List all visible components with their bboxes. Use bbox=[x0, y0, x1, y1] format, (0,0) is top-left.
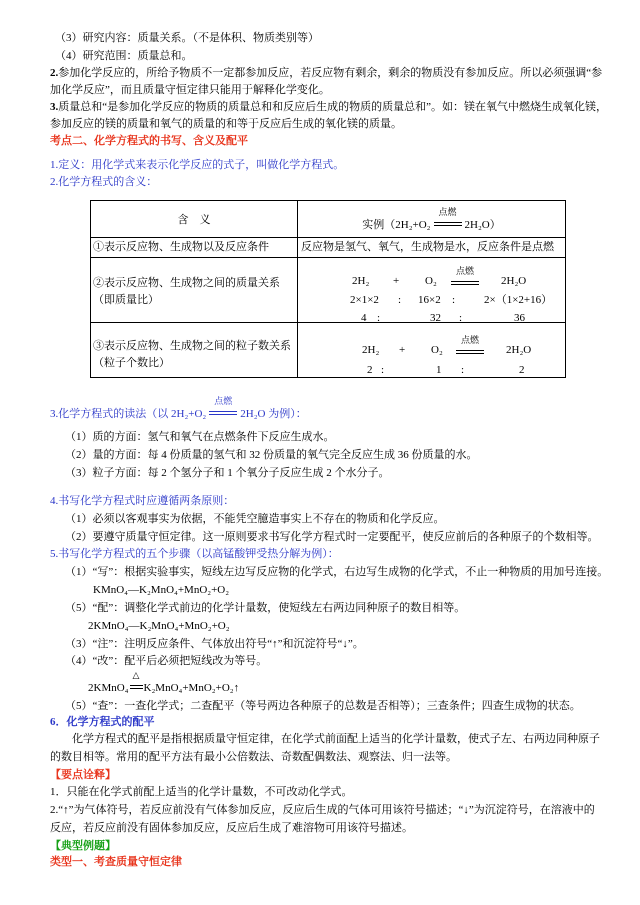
equals-sign bbox=[434, 222, 462, 226]
balancing-paragraph-line-2: 的数目相等。常用的配平方法有最小公倍数法、奇数配偶数法、观察法、归一法等。 bbox=[50, 751, 457, 763]
reading-title-before: 3.化学方程式的读法（以 2H₂+O₂ bbox=[50, 408, 207, 420]
point-2-number: 2. bbox=[50, 67, 59, 79]
list-item: （2）要遵守质量守恒定律。这一原则要求书写化学方程式时一定要配平，使反应前后的各种原子的个数相等。 bbox=[65, 531, 599, 543]
mass-ratio-separator: : bbox=[459, 312, 463, 324]
reaction-condition bbox=[130, 670, 143, 692]
point-2-text: 参加化学反应的，所给予物质不一定都参加反应，若反应物有剩余，剩余的物质没有参加反应。所以必须强调“参 bbox=[58, 67, 603, 79]
header-example-before: 实例（2H₂+O₂ bbox=[362, 219, 431, 231]
point-3-line-2: 参加反应的镁的质量和氧气的质量的和等于反应后生成的氧化镁的质量。 bbox=[50, 118, 402, 130]
particle-ratio-separator: : bbox=[381, 364, 385, 376]
type-1-title: 类型一、考查质量守恒定律 bbox=[50, 856, 182, 868]
row-1-example: 反应物是氢气、氧气，生成物是水，反应条件是点燃 bbox=[301, 241, 554, 253]
mass-calc-term: 16×2 bbox=[418, 294, 441, 306]
equals-sign bbox=[451, 281, 479, 285]
condition-label: 点燃 bbox=[438, 207, 457, 217]
particle-ratio-separator: : bbox=[461, 364, 465, 376]
particle-ratio-value: 2 bbox=[519, 364, 525, 376]
mass-calc-separator: : bbox=[398, 294, 402, 306]
point-3-number: 3. bbox=[50, 101, 59, 113]
key-points-title: 【要点诠释】 bbox=[50, 769, 116, 781]
particle-ratio-value: 1 bbox=[436, 364, 442, 376]
reading-title bbox=[50, 396, 307, 421]
reaction-condition bbox=[434, 207, 462, 229]
list-item: （3）粒子方面：每 2 个氢分子和 1 个氧分子反应生成 2 个水分子。 bbox=[65, 467, 390, 479]
point-3-text: 质量总和“是参加化学反应的物质的质量总和和反应后生成的物质的质量总和”。如：镁在氧气中燃烧生成氧化镁， bbox=[58, 101, 608, 113]
point-2-line-2: 加化学反应”，而且质量守恒定律只能用于解释化学变化。 bbox=[50, 84, 330, 96]
condition-label: 点燃 bbox=[460, 335, 479, 345]
mass-calc-term: 2×（1×2+16） bbox=[484, 294, 553, 306]
table-rule bbox=[91, 257, 565, 258]
row-2-plus: + bbox=[393, 275, 400, 287]
step-final-equation bbox=[88, 670, 240, 695]
equation-right: K₂MnO₄+MnO₂+O₂↑ bbox=[143, 682, 240, 694]
reaction-condition bbox=[209, 396, 237, 418]
heat-icon: △ bbox=[132, 670, 140, 680]
key-point-2-line-1: 2.“↑”为气体符号，若反应前没有气体参加反应，反应后生成的气体可用该符号描述；“↓”为沉淀符号，在溶液中的 bbox=[50, 804, 595, 816]
row-3-reactant-2: O₂ bbox=[431, 344, 443, 356]
table-rule bbox=[91, 322, 565, 323]
meaning-table bbox=[90, 200, 566, 378]
particle-ratio-value: 2 bbox=[367, 364, 373, 376]
equals-sign bbox=[130, 685, 143, 689]
condition-label: 点燃 bbox=[455, 266, 474, 276]
header-example bbox=[298, 207, 565, 232]
key-point-1: 1．只能在化学式前配上适当的化学计量数，不可改动化学式。 bbox=[50, 786, 353, 798]
mass-ratio-separator: : bbox=[377, 312, 381, 324]
condition-label: 点燃 bbox=[214, 396, 233, 406]
row-3-meaning-line-1: ③表示反应物、生成物之间的粒子数关系 bbox=[93, 340, 291, 352]
step-check: （5）“查”：一查化学式；二查配平（等号两边各种原子的总数是否相等）；三查条件；四查生成物的状态。 bbox=[65, 700, 581, 712]
mass-calc-separator: : bbox=[452, 294, 456, 306]
row-2-reactant-1: 2H₂ bbox=[352, 275, 370, 287]
research-content-item: （3）研究内容：质量关系。（不是体积、物质类别等） bbox=[55, 32, 319, 44]
table-rule bbox=[91, 237, 565, 238]
balancing-paragraph-line-1: 化学方程式的配平是指根据质量守恒定律，在化学式前面配上适当的化学计量数，使式子左、右两边同种原子 bbox=[72, 733, 600, 745]
step-annotate: （3）“注”：注明反应条件、气体放出符号“↑”和沉淀符号“↓”。 bbox=[65, 638, 364, 650]
reading-title-after: 2H₂O 为例）： bbox=[240, 408, 307, 420]
list-item: （1）必须以客观事实为依据，不能凭空臆造事实上不存在的物质和化学反应。 bbox=[65, 513, 445, 525]
mass-ratio-value: 4 bbox=[361, 312, 367, 324]
header-meaning: 含 义 bbox=[177, 214, 211, 226]
step-balance-equation: 2KMnO₄—K₂MnO₄+MnO₂+O₂ bbox=[88, 620, 230, 632]
row-3-reaction-condition bbox=[456, 335, 484, 357]
row-3-plus: + bbox=[399, 344, 406, 356]
examples-title: 【典型例题】 bbox=[50, 840, 116, 852]
row-2-reactant-2: O₂ bbox=[425, 275, 437, 287]
equation-left: 2KMnO₄ bbox=[88, 682, 129, 694]
balancing-title: 6．化学方程式的配平 bbox=[50, 716, 155, 728]
mass-ratio-value: 32 bbox=[430, 312, 441, 324]
list-item: （2）量的方面：每 4 份质量的氢气和 32 份质量的氧气完全反应生成 36 份质量的水。 bbox=[65, 449, 478, 461]
mass-ratio-value: 36 bbox=[514, 312, 525, 324]
principles-title: 4.书写化学方程式时应遵循两条原则： bbox=[50, 495, 235, 507]
row-2-product: 2H₂O bbox=[501, 275, 527, 287]
equals-sign bbox=[456, 350, 484, 354]
meaning-title: 2.化学方程式的含义： bbox=[50, 176, 158, 188]
row-2-meaning-line-2: （即质量比） bbox=[93, 294, 159, 306]
row-2-reaction-condition bbox=[451, 266, 479, 288]
steps-title: 5.书写化学方程式的五个步骤（以高锰酸钾受热分解为例）： bbox=[50, 548, 339, 560]
list-item: （1）质的方面：氢气和氧气在点燃条件下反应生成水。 bbox=[65, 431, 335, 443]
header-example-after: 2H₂O） bbox=[464, 219, 501, 231]
row-3-reactant-1: 2H₂ bbox=[362, 344, 380, 356]
topic-heading: 考点二、化学方程式的书写、含义及配平 bbox=[50, 135, 248, 147]
mass-calc-term: 2×1×2 bbox=[350, 294, 379, 306]
equals-sign bbox=[209, 411, 237, 415]
step-change: （4）“改”：配平后必须把短线改为等号。 bbox=[65, 655, 268, 667]
row-3-meaning-line-2: （粒子个数比） bbox=[93, 357, 170, 369]
row-3-product: 2H₂O bbox=[506, 344, 532, 356]
key-point-2-line-2: 反应，若反应前没有固体参加反应，反应后生成了难溶物可用该符号描述。 bbox=[50, 822, 413, 834]
point-2-line-1 bbox=[50, 66, 602, 80]
row-2-meaning-line-1: ②表示反应物、生成物之间的质量关系 bbox=[93, 277, 280, 289]
definition-line: 1.定义：用化学式来表示化学反应的式子，叫做化学方程式。 bbox=[50, 159, 345, 171]
step-write-equation: KMnO₄—K₂MnO₄+MnO₂+O₂ bbox=[93, 584, 230, 596]
step-write: （1）“写”：根据实验事实，短线左边写反应物的化学式，右边写生成物的化学式，不止一种物质的用加号连接。 bbox=[65, 566, 609, 578]
step-balance: （5）“配”：调整化学式前边的化学计量数，使短线左右两边同种原子的数目相等。 bbox=[65, 602, 466, 614]
row-1-meaning: ①表示反应物、生成物以及反应条件 bbox=[93, 241, 269, 253]
point-3-line-1 bbox=[50, 100, 607, 114]
research-scope-item: （4）研究范围：质量总和。 bbox=[55, 50, 193, 62]
